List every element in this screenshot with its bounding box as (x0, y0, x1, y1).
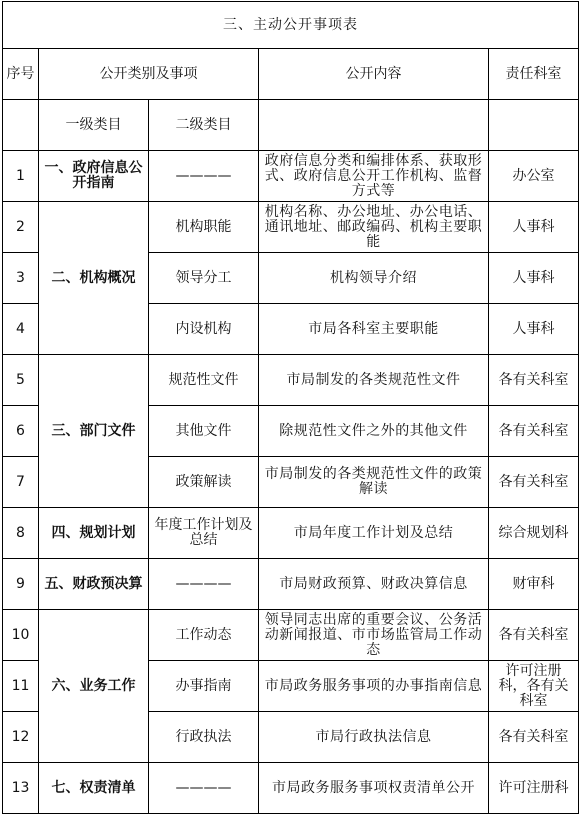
header-dept: 责任科室 (489, 49, 579, 100)
content-cell: 市局政务服务事项的办事指南信息 (259, 661, 489, 712)
level2-category: ———— (149, 559, 259, 610)
content-cell: 市局制发的各类规范性文件 (259, 355, 489, 406)
level1-category: 七、权责清单 (39, 763, 149, 814)
page-title: 三、主动公开事项表 (3, 2, 579, 49)
level2-category: 其他文件 (149, 406, 259, 457)
subheader-row (3, 100, 579, 151)
level2-category: ———— (149, 151, 259, 202)
dept-cell: 人事科 (489, 202, 579, 253)
table-row (3, 763, 579, 814)
content-cell: 政府信息分类和编排体系、获取形式、政府信息公开工作机构、监督方式等 (259, 151, 489, 202)
level2-category: 领导分工 (149, 253, 259, 304)
title-row (3, 2, 579, 49)
dept-cell: 许可注册科 (489, 763, 579, 814)
row-number: 1 (3, 151, 39, 202)
content-cell: 机构领导介绍 (259, 253, 489, 304)
level2-category: 规范性文件 (149, 355, 259, 406)
content-cell: 市局制发的各类规范性文件的政策解读 (259, 457, 489, 508)
header-category: 公开类别及事项 (39, 49, 259, 100)
level1-category: 六、业务工作 (39, 610, 149, 763)
row-number: 3 (3, 253, 39, 304)
level1-category: 四、规划计划 (39, 508, 149, 559)
dept-cell: 各有关科室 (489, 610, 579, 661)
row-number: 8 (3, 508, 39, 559)
content-cell: 除规范性文件之外的其他文件 (259, 406, 489, 457)
level1-category: 一、政府信息公开指南 (39, 151, 149, 202)
dept-cell: 人事科 (489, 304, 579, 355)
level1-category: 三、部门文件 (39, 355, 149, 508)
level2-category: 办事指南 (149, 661, 259, 712)
table-row (3, 559, 579, 610)
level1-category: 二、机构概况 (39, 202, 149, 355)
dept-cell: 各有关科室 (489, 355, 579, 406)
level2-category: 工作动态 (149, 610, 259, 661)
dept-cell: 人事科 (489, 253, 579, 304)
content-cell: 市局财政预算、财政决算信息 (259, 559, 489, 610)
row-number: 12 (3, 712, 39, 763)
header-content: 公开内容 (259, 49, 489, 100)
dept-cell: 财审科 (489, 559, 579, 610)
header-seq: 序号 (3, 49, 39, 100)
row-number: 10 (3, 610, 39, 661)
subheader-empty-dept (489, 100, 579, 151)
dept-cell: 各有关科室 (489, 457, 579, 508)
content-cell: 领导同志出席的重要会议、公务活动新闻报道、市市场监管局工作动态 (259, 610, 489, 661)
disclosure-table (2, 1, 579, 814)
row-number: 4 (3, 304, 39, 355)
subheader-empty-seq (3, 100, 39, 151)
subheader-level1: 一级类目 (39, 100, 149, 151)
table-row (3, 508, 579, 559)
content-cell: 市局年度工作计划及总结 (259, 508, 489, 559)
dept-cell: 办公室 (489, 151, 579, 202)
row-number: 7 (3, 457, 39, 508)
level2-category: 行政执法 (149, 712, 259, 763)
level2-category: 政策解读 (149, 457, 259, 508)
row-number: 13 (3, 763, 39, 814)
table-row (3, 355, 579, 406)
dept-cell: 各有关科室 (489, 406, 579, 457)
dept-cell: 许可注册科，各有关科室 (489, 661, 579, 712)
subheader-empty-content (259, 100, 489, 151)
table-row (3, 610, 579, 661)
header-row (3, 49, 579, 100)
table-row (3, 202, 579, 253)
level2-category: 机构职能 (149, 202, 259, 253)
subheader-level2: 二级类目 (149, 100, 259, 151)
content-cell: 机构名称、办公地址、办公电话、通讯地址、邮政编码、机构主要职能 (259, 202, 489, 253)
row-number: 11 (3, 661, 39, 712)
content-cell: 市局政务服务事项权责清单公开 (259, 763, 489, 814)
row-number: 9 (3, 559, 39, 610)
table-row (3, 151, 579, 202)
row-number: 2 (3, 202, 39, 253)
level2-category: 年度工作计划及总结 (149, 508, 259, 559)
row-number: 6 (3, 406, 39, 457)
dept-cell: 各有关科室 (489, 712, 579, 763)
content-cell: 市局行政执法信息 (259, 712, 489, 763)
row-number: 5 (3, 355, 39, 406)
level1-category: 五、财政预决算 (39, 559, 149, 610)
dept-cell: 综合规划科 (489, 508, 579, 559)
content-cell: 市局各科室主要职能 (259, 304, 489, 355)
level2-category: 内设机构 (149, 304, 259, 355)
level2-category: ———— (149, 763, 259, 814)
